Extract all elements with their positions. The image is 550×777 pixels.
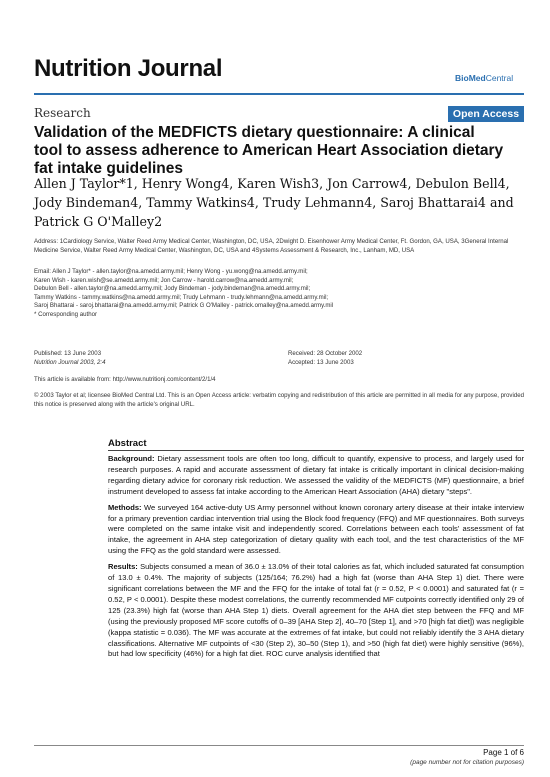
publisher-logo-bold: BioMed [455,73,486,83]
abstract-background [108,454,524,498]
background-heading: Background: [108,454,155,463]
header-rule [34,93,524,95]
author-emails [34,268,524,320]
methods-heading: Methods: [108,502,142,512]
email-line: Saroj Bhattarai - saroj.bhattarai@na.amedd.army.mil; Patrick G O'Malley - patrick.omalley@na.amedd.army.mil [34,302,334,310]
author-list: Allen J Taylor*1, Henry Wong4, Karen Wish3, Jon Carrow4, Debulon Bell4, Jody Bindeman4, Tammy Watkins4, Trudy Lehmann4, Saroj Bhattarai4 and Patrick G O'Malley2 [34,176,514,229]
received-date: Received: 28 October 2002 [288,350,363,357]
abstract-results [108,562,524,660]
publisher-logo [455,73,513,83]
corresponding-author-note: * Corresponding author [34,310,98,318]
results-text: Subjects consumed a mean of 36.0 ± 13.0% of their total calories as fat, which included saturated fat consumption of 13.0 ± 0.4%. The majority of subjects (125/164; 76.2%) had a high fat (worse than AHA Step 1) diet. There were significant correlations between the MF and the FFQ for the intake of total fat (r = 0.52, P < 0.0001) and saturated fat (r = 0.52, P < 0.0001). Despite these modest correlations, the currently recommended MF cutpoints correctly identified only 29 of 125 (23.3%) high fat (worse than AHA Step 1) diets. Overall agreement for the AHA diet step between the FFQ and MF (using the previously proposed MF score cutoffs of 0–39 [AHA Step 2], 40–70 [Step 1], and >70 [high fat diet]) was negligible (kappa statistic = 0.036). The MF was accurate at the extremes of fat intake, but could not reliably identify the 3 AHA dietary classifications. Alternative MF cutpoints of <30 (Step 2), 30–50 (Step 1), and >50 (high fat diet) were highly sensitive (96%), but had low specificity (46%) for a high fat diet. ROC curve analysis identified that [108,562,524,659]
methods-text: We surveyed 164 active-duty US Army personnel without known coronary artery disease at their intake interview for a primary prevention cardiac intervention trial using the Block food frequency (FFQ) and MF questionnaires. Both surveys were completed on the same intake visit and independently scored. Correlations between each tools' assessment of fat intake, the agreement in AHA step categorization of dietary quality with each tool, and the test characteristics of the MF using the FFQ as the gold standard were assessed. [108,502,524,556]
email-line: Email: Allen J Taylor* - allen.taylor@na.amedd.army.mil; Henry Wong - yu.wong@na.amedd.army.mil; [34,268,308,275]
open-access-badge: Open Access [448,106,524,122]
abstract-rule [108,450,524,451]
abstract-heading: Abstract [108,438,147,449]
section-label: Research [34,106,91,120]
copyright-statement: © 2003 Taylor et al; licensee BioMed Central Ltd. This is an Open Access article: verbatim copying and redistribution of this article are permitted in all media for any purpose, provided this notice is preserved along with the article's original URL. [34,392,524,408]
footer-rule [34,745,524,746]
background-text: Dietary assessment tools are often too long, difficult to quantify, expensive to process, and largely used for research purposes. A rapid and accurate assessment of dietary fat intake is critically important in clinical decision-making regarding dietary advice for coronary risk reduction. We assessed the validity of the MEDFICTS (MF) questionnaire, a brief instrument developed to assess fat intake according to the American Heart Association (AHA) dietary "steps". [108,454,524,496]
publisher-logo-rest: Central [485,73,514,83]
affiliation-address: Address: 1Cardiology Service, Walter Reed Army Medical Center, Washington, DC, USA, 2Dwight D. Eisenhower Army Medical Center, Ft. Gordon, GA, USA, 3General Internal Medicine Service, Walter Reed Army Medical Center, Washington, DC, USA and 4Systems Assessment & Research, Inc., Lanham, MD, USA [34,238,509,254]
journal-title: Nutrition Journal [34,55,223,82]
published-date: Published: 13 June 2003 [34,350,102,357]
email-line: Debulon Bell - allen.taylor@na.amedd.army.mil; Jody Bindeman - jody.bindeman@na.amedd.army.mil; [34,285,311,293]
page-number: Page 1 of 6 [483,748,524,757]
email-line: Karen Wish - karen.wish@se.amedd.army.mil; Jon Carrow - harold.carrow@na.amedd.army.mil; [34,276,294,284]
availability-statement: This article is available from: http://www.nutritionj.com/content/2/1/4 [34,376,216,383]
article-title: Validation of the MEDFICTS dietary questionnaire: A clinical tool to assess adherence to American Heart Association dietary fat intake guidelines [34,124,504,177]
accepted-date: Accepted: 13 June 2003 [288,358,354,366]
journal-citation: Nutrition Journal 2003, 2:4 [34,358,106,366]
email-line: Tammy Watkins - tammy.watkins@na.amedd.army.mil; Trudy Lehmann - trudy.lehmann@na.amedd.army.mil; [34,293,329,301]
results-heading: Results: [108,562,138,572]
received-accepted-info [288,350,362,367]
abstract-methods [108,503,524,558]
page-number-note: (page number not for citation purposes) [410,759,524,766]
abstract-body [108,454,524,665]
publication-info [34,350,105,367]
